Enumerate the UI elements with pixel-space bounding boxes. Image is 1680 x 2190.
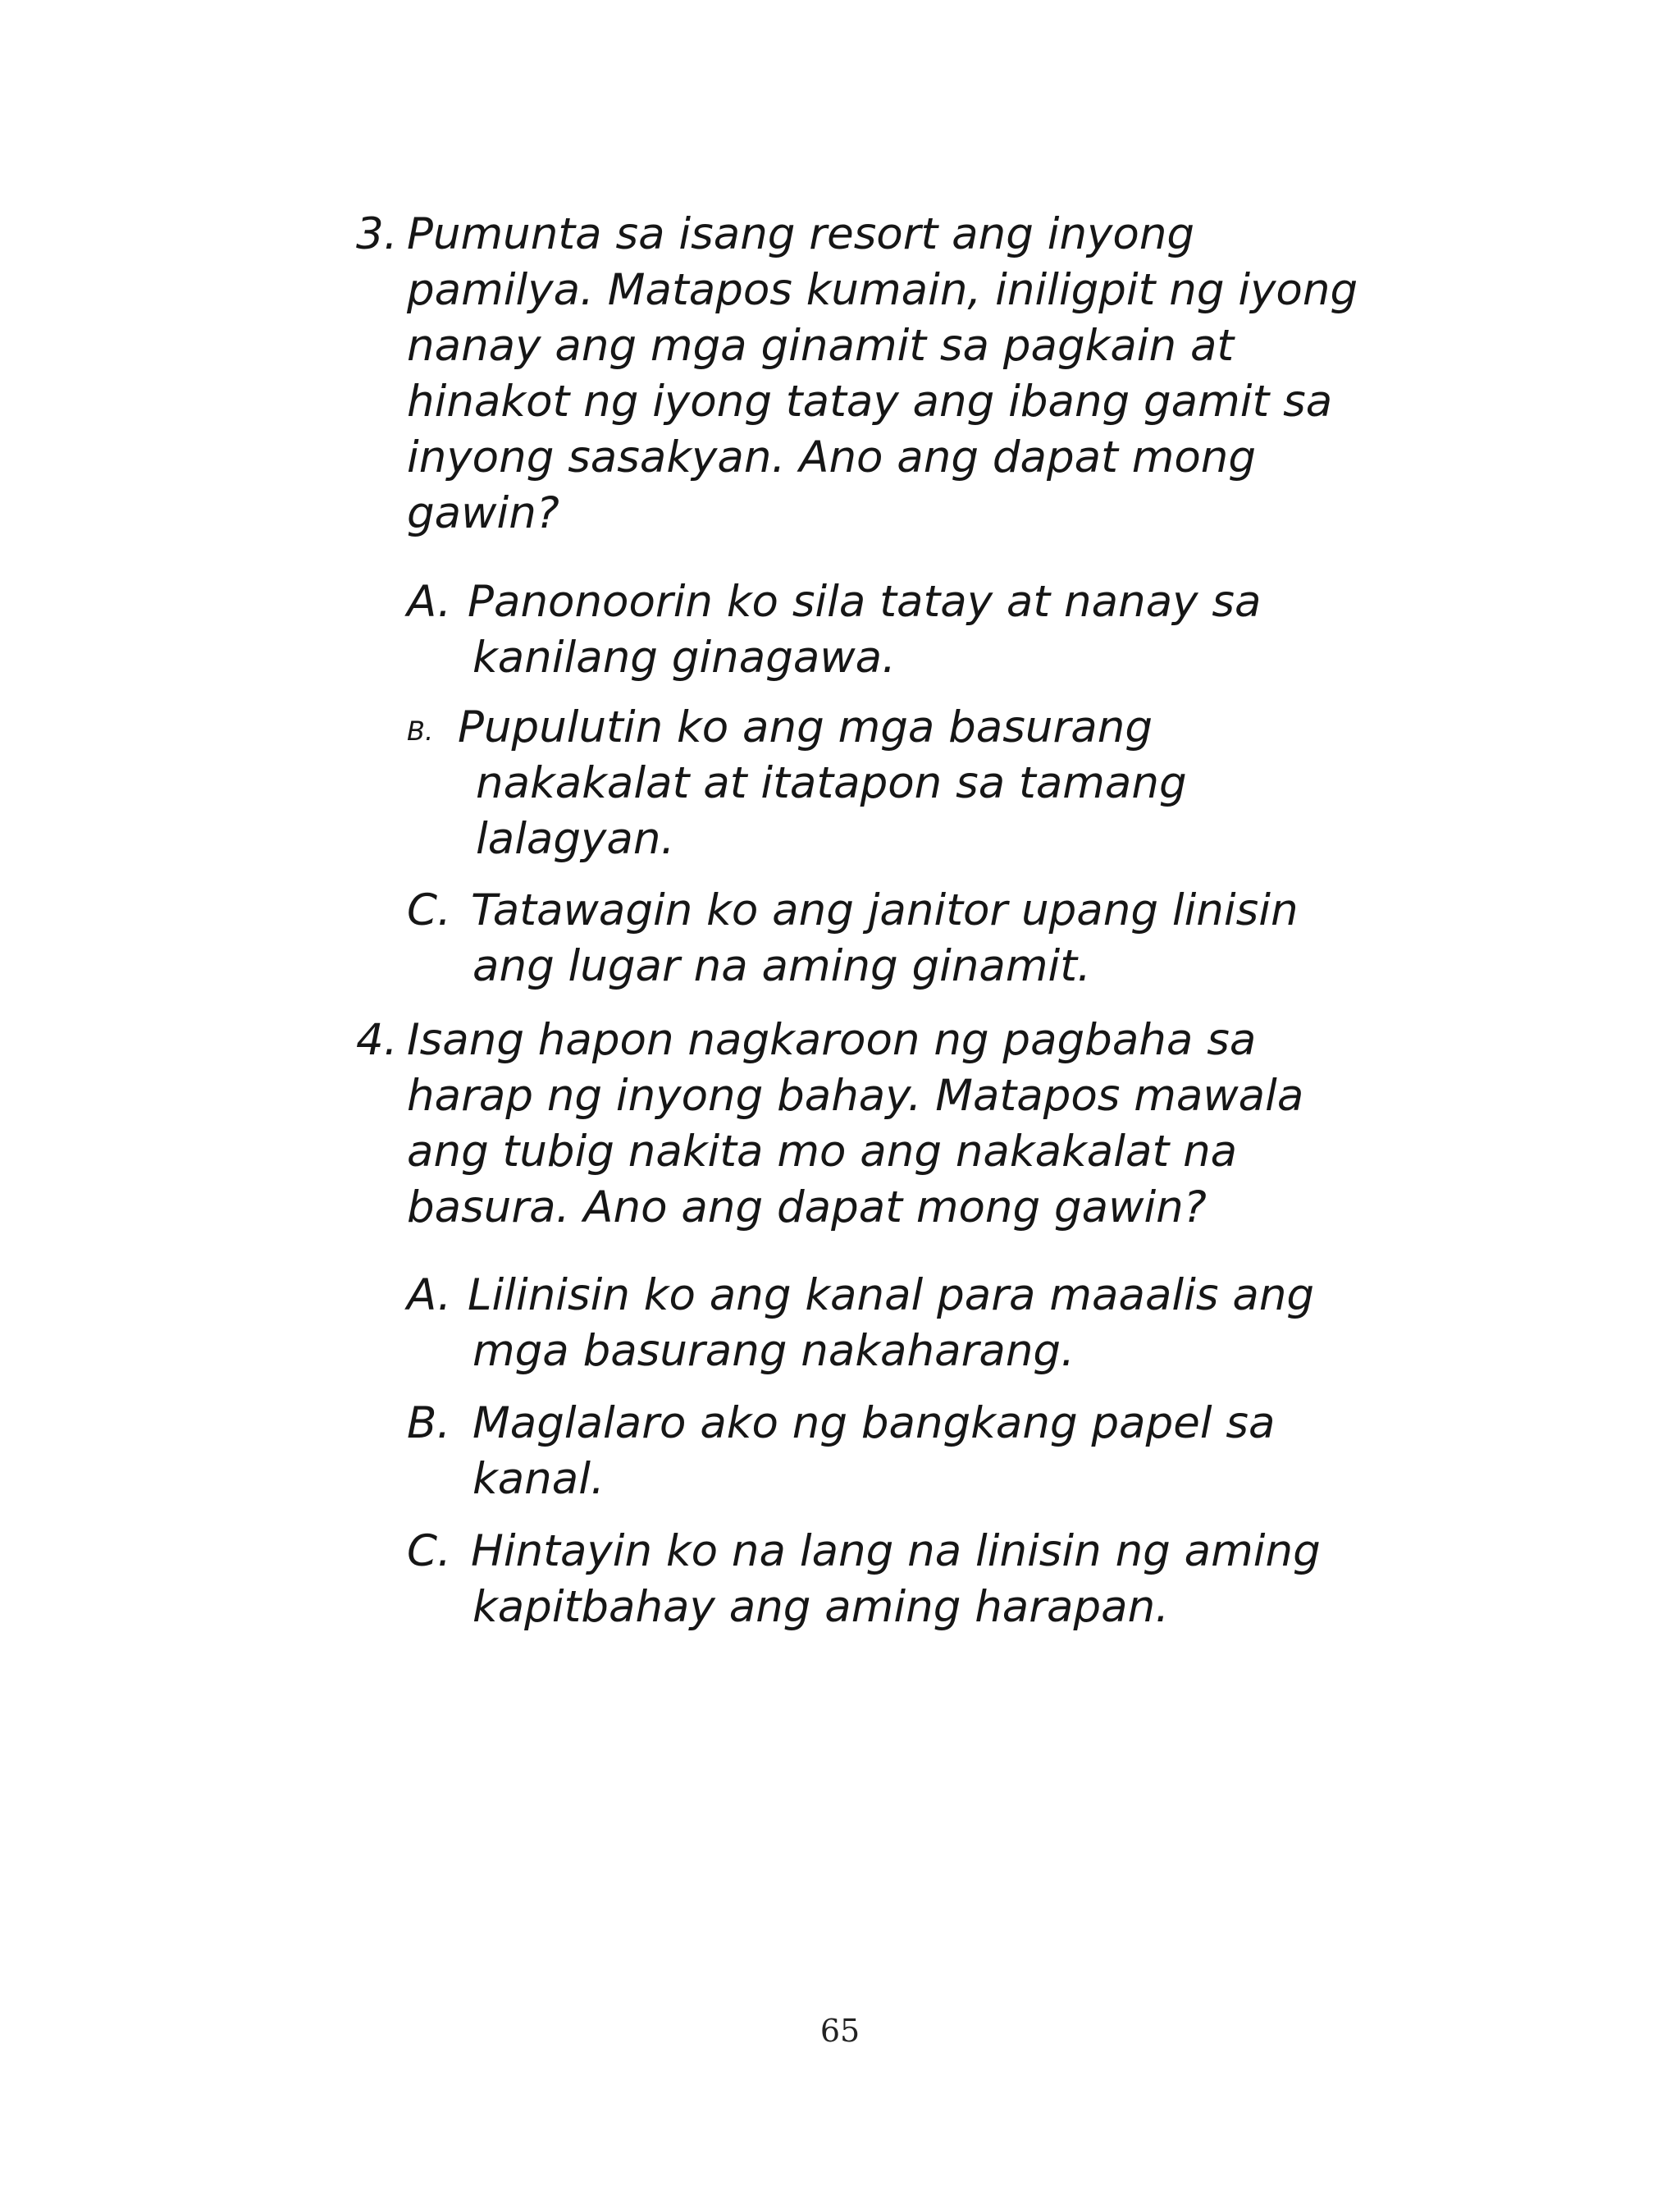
question-text-line: gawin? bbox=[407, 488, 559, 538]
question-text-line: Pumunta sa isang resort ang inyong bbox=[407, 209, 1195, 259]
question-text-line: pamilya. Matapos kumain, iniligpit ng iyong bbox=[407, 265, 1358, 315]
question-text-line: inyong sasakyan. Ano ang dapat mong bbox=[407, 432, 1257, 482]
choice-text-line: lalagyan. bbox=[476, 814, 675, 864]
choice-text-line: ang lugar na aming ginamit. bbox=[472, 941, 1091, 991]
question-number: 4. bbox=[356, 1015, 398, 1065]
page-number: 65 bbox=[819, 2013, 861, 2049]
choice-letter: C. bbox=[407, 885, 451, 935]
question-text-line: basura. Ano ang dapat mong gawin? bbox=[407, 1182, 1207, 1232]
choice-text-line: kapitbahay ang aming harapan. bbox=[472, 1582, 1170, 1632]
choice-letter: B. bbox=[407, 716, 434, 747]
choice-text-line: kanilang ginagawa. bbox=[472, 633, 896, 683]
question-text-line: harap ng inyong bahay. Matapos mawala bbox=[407, 1071, 1304, 1121]
choice-text-line: nakakalat at itatapon sa tamang bbox=[476, 758, 1187, 808]
choice-text-line: Panonoorin ko sila tatay at nanay sa bbox=[468, 577, 1262, 627]
choice-text-line: Hintayin ko na lang na linisin ng aming bbox=[471, 1526, 1321, 1576]
choice-text-line: kanal. bbox=[472, 1454, 605, 1504]
question-text-line: hinakot ng iyong tatay ang ibang gamit sa bbox=[407, 377, 1333, 427]
choice-letter: C. bbox=[407, 1526, 451, 1576]
choice-text-line: mga basurang nakaharang. bbox=[472, 1326, 1075, 1376]
question-text-line: Isang hapon nagkaroon ng pagbaha sa bbox=[407, 1015, 1257, 1065]
choice-letter: A. bbox=[407, 1270, 452, 1320]
choice-letter: A. bbox=[407, 577, 452, 627]
choice-text-line: Lilinisin ko ang kanal para maaalis ang bbox=[468, 1270, 1315, 1320]
choice-text-line: Pupulutin ko ang mga basurang bbox=[458, 702, 1153, 752]
choice-text-line: Maglalaro ako ng bangkang papel sa bbox=[472, 1398, 1276, 1448]
question-text-line: ang tubig nakita mo ang nakakalat na bbox=[407, 1127, 1238, 1177]
question-number: 3. bbox=[356, 209, 398, 259]
choice-text-line: Tatawagin ko ang janitor upang linisin bbox=[471, 885, 1299, 935]
choice-letter: B. bbox=[407, 1398, 451, 1448]
question-text-line: nanay ang mga ginamit sa pagkain at bbox=[407, 321, 1235, 371]
